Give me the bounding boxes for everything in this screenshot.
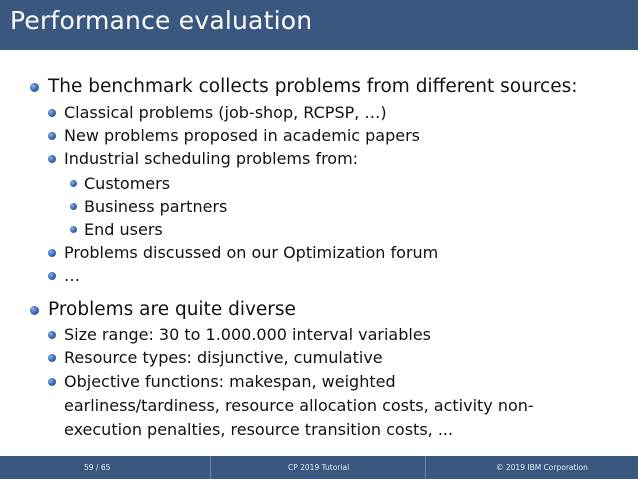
bullet-continuation [64,396,534,415]
bullet-text: … [64,266,80,285]
page-number: 59 / 65 [84,463,111,472]
bullet-item [64,348,383,367]
title-bar [0,0,638,50]
bullet-item [48,299,296,320]
bullet-item [64,103,387,122]
bullet-text: New problems proposed in academic papers [64,126,421,145]
footer-divider [210,456,211,479]
bullet-text: execution penalties, resource transition costs, ... [64,420,454,439]
bullet-text: Problems discussed on our Optimization forum [64,243,439,262]
bullet-icon [48,249,56,257]
slide-title: Performance evaluation [10,6,313,35]
bullet-item [84,197,227,216]
bullet-item [64,266,80,285]
bullet-icon [70,180,77,187]
bullet-text: Business partners [84,197,228,216]
bullet-icon [48,155,56,163]
bullet-icon [30,83,39,92]
bullet-text: Size range: 30 to 1.000.000 interval variables [64,325,432,344]
bullet-icon [70,203,77,210]
bullet-item [84,220,163,239]
bullet-item [84,174,170,193]
bullet-item [64,149,358,168]
bullet-item [64,126,420,145]
bullet-item [64,243,438,262]
bullet-icon [48,272,56,280]
bullet-item [64,372,396,391]
footer-divider [425,456,426,479]
bullet-text: The benchmark collects problems from different sources: [48,76,578,97]
copyright: © 2019 IBM Corporation [496,463,588,472]
bullet-icon [30,306,39,315]
bullet-continuation [64,420,453,439]
bullet-text: Customers [84,174,171,193]
bullet-icon [48,109,56,117]
footer-bar [0,456,638,479]
bullet-text: End users [84,220,163,239]
bullet-text: earliness/tardiness, resource allocation costs, activity non- [64,396,534,415]
bullet-item [48,76,577,97]
bullet-icon [48,354,56,362]
bullet-icon [48,132,56,140]
bullet-item [64,325,431,344]
bullet-icon [48,331,56,339]
bullet-icon [70,226,77,233]
bullet-text: Classical problems (job-shop, RCPSP, …) [64,103,387,122]
event-name: CP 2019 Tutorial [288,463,350,472]
bullet-icon [48,378,56,386]
bullet-text: Industrial scheduling problems from: [64,149,359,168]
bullet-text: Objective functions: makespan, weighted [64,372,396,391]
bullet-text: Resource types: disjunctive, cumulative [64,348,383,367]
bullet-text: Problems are quite diverse [48,299,296,320]
